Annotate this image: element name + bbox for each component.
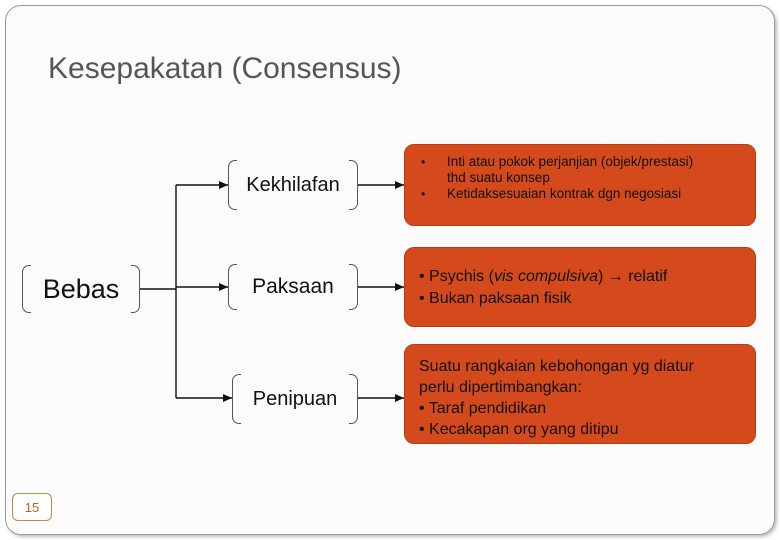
node-bebas-label: Bebas bbox=[42, 273, 120, 304]
bullet-marker: • bbox=[421, 155, 426, 169]
bullet-marker: • bbox=[421, 187, 426, 201]
node-kekhilafan bbox=[228, 160, 358, 210]
node-kekhilafan-label: Kekhilafan bbox=[246, 173, 340, 196]
slide-title: Kesepakatan (Consensus) bbox=[48, 52, 402, 85]
paksaan-line-1-prefix: • Psychis ( bbox=[419, 268, 494, 285]
node-bebas bbox=[22, 265, 140, 313]
penipuan-details-box bbox=[404, 344, 756, 444]
paksaan-line-2: • Bukan paksaan fisik bbox=[419, 290, 572, 307]
node-paksaan-label: Paksaan bbox=[252, 275, 334, 298]
paksaan-line-1 bbox=[419, 266, 745, 288]
penipuan-line: Suatu rangkaian kebohongan yg diatur bbox=[419, 358, 694, 375]
paksaan-line-1-italic: vis compulsiva bbox=[493, 268, 598, 285]
node-paksaan bbox=[228, 264, 358, 310]
bullet-text: Ketidaksesuaian kontrak dgn negosiasi bbox=[447, 186, 682, 201]
page-number: 15 bbox=[12, 493, 52, 521]
paksaan-line-1-suffix: ) → relatif bbox=[597, 268, 668, 285]
penipuan-line: perlu dipertimbangkan: bbox=[419, 379, 582, 396]
bullet-item bbox=[421, 186, 745, 202]
bullet-item bbox=[421, 154, 745, 170]
bullet-text-continued: thd suatu konsep bbox=[447, 170, 550, 185]
penipuan-line: • Kecakapan org yang ditipu bbox=[419, 421, 619, 438]
bullet-text: Inti atau pokok perjanjian (objek/prestasi) bbox=[447, 154, 694, 169]
paksaan-details-box bbox=[404, 247, 756, 327]
node-penipuan-label: Penipuan bbox=[252, 387, 338, 410]
penipuan-line: • Taraf pendidikan bbox=[419, 400, 547, 417]
node-penipuan bbox=[232, 374, 358, 424]
kekhilafan-details-box bbox=[404, 144, 756, 226]
